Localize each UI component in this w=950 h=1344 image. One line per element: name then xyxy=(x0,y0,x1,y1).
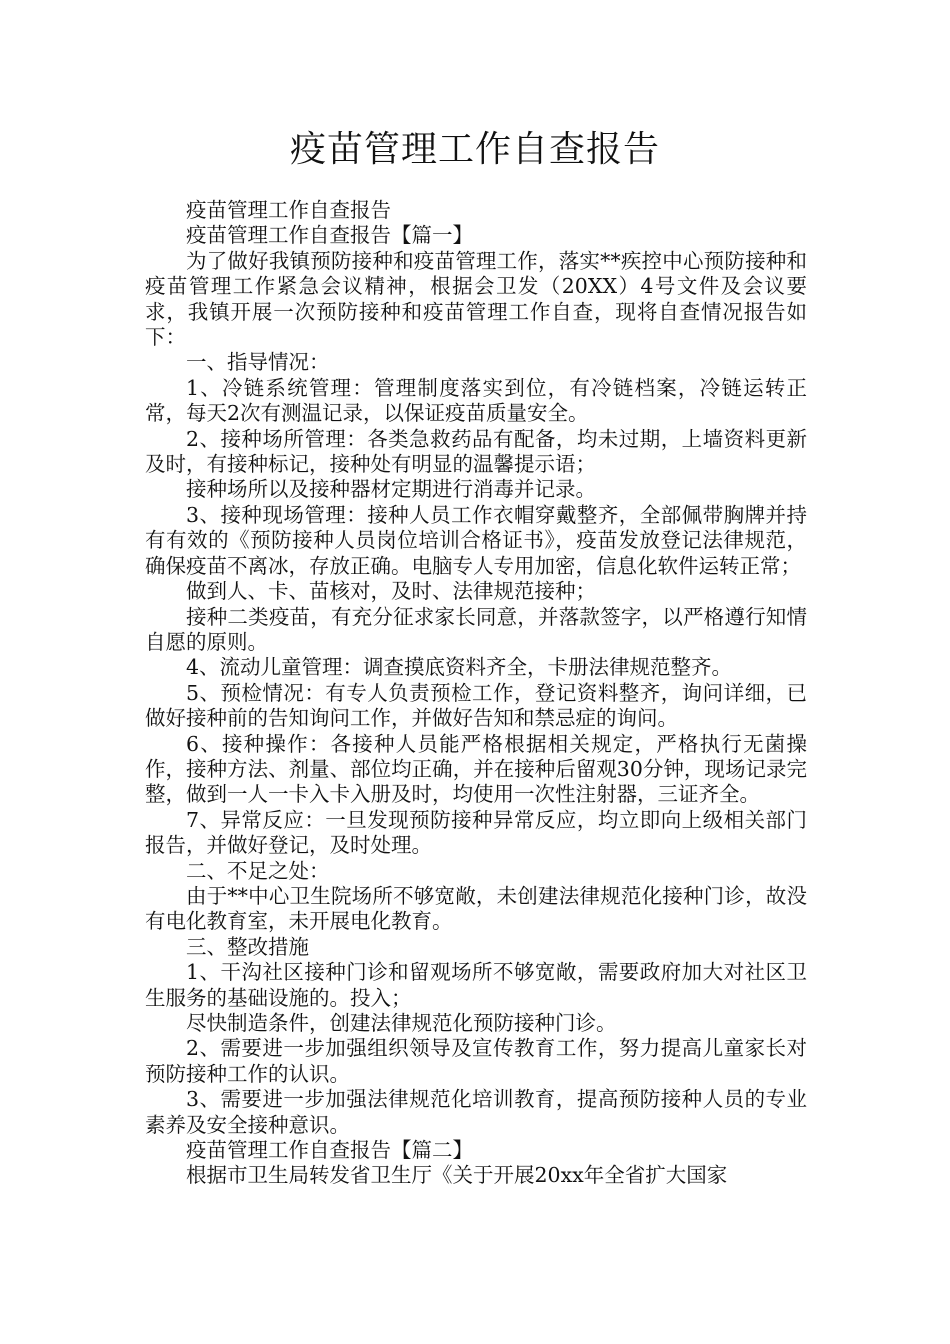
paragraph: 1、干沟社区接种门诊和留观场所不够宽敞，需要政府加大对社区卫生服务的基础设施的。投入； xyxy=(145,960,807,1010)
paragraph: 5、预检情况：有专人负责预检工作，登记资料整齐，询问详细，已做好接种前的告知询问工作，并做好告知和禁忌症的询问。 xyxy=(145,680,807,731)
document-body xyxy=(145,198,807,1189)
paragraph: 疫苗管理工作自查报告 xyxy=(186,198,391,222)
section-heading: 一、指导情况： xyxy=(186,350,330,375)
paragraph: 7、异常反应：一旦发现预防接种异常反应，均立即向上级相关部门报告，并做好登记，及时处理。 xyxy=(145,807,807,858)
paragraph: 由于**中心卫生院场所不够宽敞，未创建法律规范化接种门诊，故没有电化教育室，未开展电化教育。 xyxy=(145,883,807,934)
section-heading: 疫苗管理工作自查报告【篇一】 xyxy=(186,223,473,248)
paragraph: 4、流动儿童管理：调查摸底资料齐全，卡册法律规范整齐。 xyxy=(186,655,733,680)
section-heading: 二、不足之处： xyxy=(186,858,330,883)
paragraph: 6、接种操作：各接种人员能严格根据相关规定，严格执行无菌操作，接种方法、剂量、部位均正确，并在接种后留观30分钟，现场记录完整，做到一人一卡入卡入册及时，均使用一次性注射器，三证齐全。 xyxy=(145,731,807,807)
paragraph: 根据市卫生局转发省卫生厅《关于开展20xx年全省扩大国家 xyxy=(186,1163,728,1188)
paragraph: 2、接种场所管理：各类急救药品有配备，均未过期，上墙资料更新及时，有接种标记，接种处有明显的温馨提示语； xyxy=(145,426,807,477)
paragraph: 3、需要进一步加强法律规范化培训教育，提高预防接种人员的专业素养及安全接种意识。 xyxy=(145,1087,807,1137)
paragraph: 为了做好我镇预防接种和疫苗管理工作，落实**疾控中心预防接种和疫苗管理工作紧急会议精神，根据会卫发（20XX）4号文件及会议要求，我镇开展一次预防接种和疫苗管理工作自查，现将自查情况报告如下： xyxy=(145,248,807,350)
document-title: 疫苗管理工作自查报告 xyxy=(289,129,660,170)
paragraph: 2、需要进一步加强组织领导及宣传教育工作，努力提高儿童家长对预防接种工作的认识。 xyxy=(145,1036,807,1086)
paragraph: 1、冷链系统管理：管理制度落实到位，有冷链档案，冷链运转正常，每天2次有测温记录，以保证疫苗质量安全。 xyxy=(145,375,807,426)
section-heading: 三、整改措施 xyxy=(186,934,309,959)
paragraph: 尽快制造条件，创建法律规范化预防接种门诊。 xyxy=(186,1011,617,1035)
paragraph: 接种二类疫苗，有充分征求家长同意，并落款签字，以严格遵行知情自愿的原则。 xyxy=(145,604,807,654)
paragraph: 做到人、卡、苗核对，及时、法律规范接种； xyxy=(186,579,596,604)
paragraph: 接种场所以及接种器材定期进行消毒并记录。 xyxy=(186,477,596,502)
section-heading: 疫苗管理工作自查报告【篇二】 xyxy=(186,1138,473,1163)
paragraph: 3、接种现场管理：接种人员工作衣帽穿戴整齐，全部佩带胸牌并持有有效的《预防接种人员岗位培训合格证书》，疫苗发放登记法律规范，确保疫苗不离冰，存放正确。电脑专人专用加密，信息化软件运转正常； xyxy=(145,502,807,578)
